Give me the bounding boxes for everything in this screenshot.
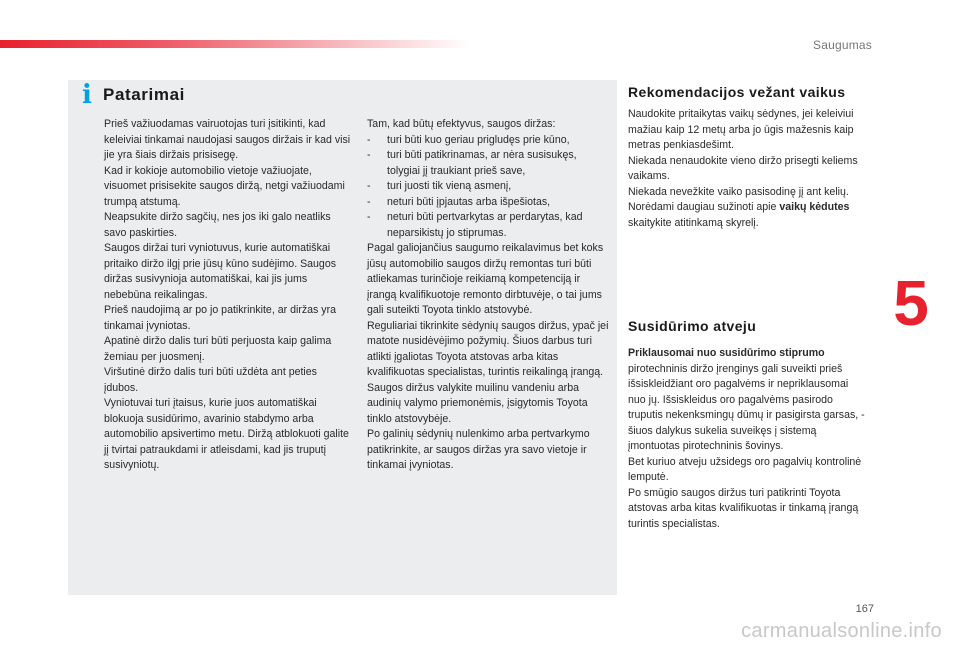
paragraph: Viršutinė diržo dalis turi būti uždėta ant peties įdubos. [104,366,317,394]
paragraph: Niekada nevežkite vaiko pasisodinę jį ant kelių. [628,185,849,198]
child-seats-reference: vaikų kėdutes [779,201,850,213]
list-item: - turi juosti tik vieną asmenį, [367,179,609,195]
collision-section-text [628,346,868,532]
paragraph: Po smūgio saugos diržus turi patikrinti Toyota atstovas arba kitas kvalifikuotas ir tinkamą įrangą turintis specialistas. [628,486,859,530]
paragraph: Reguliariai tikrinkite sėdynių saugos diržus, ypač jei matote nusidėvėjimo požymių. Šiuos darbus turi atlikti įgaliotas Toyota atstovas arba kitas kvalifikuotas specialistas, turintis reikalingą įrangą. [367,319,609,378]
collision-lead-bold: Priklausomai nuo susidūrimo stiprumo [628,347,825,359]
paragraph: Po galinių sėdynių nulenkimo arba pertvarkymo patikrinkite, ar saugos diržas yra savo vietoje ir tinkamai įvyniotas. [367,428,590,471]
info-icon: i [82,80,92,110]
paragraph: Saugos diržus valykite muilinu vandeniu arba audinių valymo priemonėmis, įsigytomis Toyota tinklo atstovybėje. [367,381,588,425]
collision-section-title: Susidūrimo atveju [628,318,757,334]
kids-section-title: Rekomendacijos vežant vaikus [628,84,846,100]
tips-column-1 [104,117,352,474]
paragraph: Prieš naudojimą ar po jo patikrinkite, ar diržas yra tinkamai įvyniotas. [104,304,336,332]
kids-section-text [628,107,868,231]
watermark: carmanualsonline.info [741,620,942,642]
list-item: - turi būti kuo geriau prigludęs prie kūno, [367,133,609,149]
paragraph: Saugos diržai turi vyniotuvus, kurie automatiškai pritaiko diržo ilgį prie jūsų kūno sudėjimo. Saugos diržas susivynioja automatiškai, kai jis jums nebebūna reikalingas. [104,242,337,301]
paragraph [628,346,868,455]
list-item: - neturi būti įpjautas arba išpešiotas, [367,195,609,211]
paragraph: Prieš važiuodamas vairuotojas turi įsitikinti, kad keleiviai tinkamai naudojasi saugos diržais ir kad visi jie yra šiais diržais prisisegę. [104,118,351,161]
paragraph: Naudokite pritaikytas vaikų sėdynes, jei keleiviui mažiau kaip 12 metų arba jo ūgis mažesnis kaip metras penkiasdešimt. [628,108,854,151]
paragraph: Neapsukite diržo sagčių, nes jos iki galo neatliks savo paskirties. [104,211,331,239]
paragraph: Vyniotuvai turi įtaisus, kurie juos automatiškai blokuoja susidūrimo, avarinio stabdymo arba automobilio apsivertimo metu. Diržą atblokuoti galite jį tvirtai patraukdami ir atleisdami, kad jis truputį susivyniotų. [104,397,349,471]
list-item: - neturi būti pertvarkytas ar perdarytas, kad neparsikistų jo stiprumas. [367,210,609,241]
belt-requirements-list [367,133,609,242]
more-info-prefix: Norėdami daugiau sužinoti apie [628,201,780,213]
list-item: - turi būti patikrinamas, ar nėra susisukęs, tolygiai jį traukiant prieš save, [367,148,609,179]
paragraph: Bet kuriuo atveju užsidegs oro pagalvių kontrolinė lemputė. [628,455,862,483]
paragraph [628,200,868,231]
tips-title: Patarimai [103,85,185,104]
paragraph: Niekada nenaudokite vieno diržo prisegti keliems vaikams. [628,154,858,182]
paragraph: Tam, kad būtų efektyvus, saugos diržas: [367,118,556,130]
paragraph: Apatinė diržo dalis turi būti perjuosta kaip galima žemiau per juosmenį. [104,335,332,363]
more-info-suffix: skaitykite atitinkamą skyrelį. [628,216,759,229]
top-accent-bar [0,40,470,48]
paragraph: Pagal galiojančius saugumo reikalavimus bet koks jūsų automobilio saugos diržų remontas turi būti atliekamas turinčioje reikiamą kompetenciją ir įrangą kvalifikuotoje remonto dirbtuvėje, o tai jums gali suteikti Toyota tinklo atstovybė. [367,242,604,316]
tips-column-2 [367,117,609,474]
collision-lead-text: pirotechninis diržo įrenginys gali suveikti prieš išsiskleidžiant oro pagalvėms ir nepriklausomai nuo jų. Išsiskleidus oro pagalvėms pasirodo truputis nekenksmingų dūmų ir pasigirsta garsas, - šiuos dalykus sukelia suveikęs į sistemą įmontuotas pirotechninis šovinys. [628,362,865,452]
section-label: Saugumas [813,38,872,52]
paragraph: Kad ir kokioje automobilio vietoje važiuojate, visuomet prisisekite saugos diržą, netgi važiuodami trumpą atstumą. [104,164,345,208]
chapter-number: 5 [893,267,929,339]
page-number: 167 [855,603,874,615]
